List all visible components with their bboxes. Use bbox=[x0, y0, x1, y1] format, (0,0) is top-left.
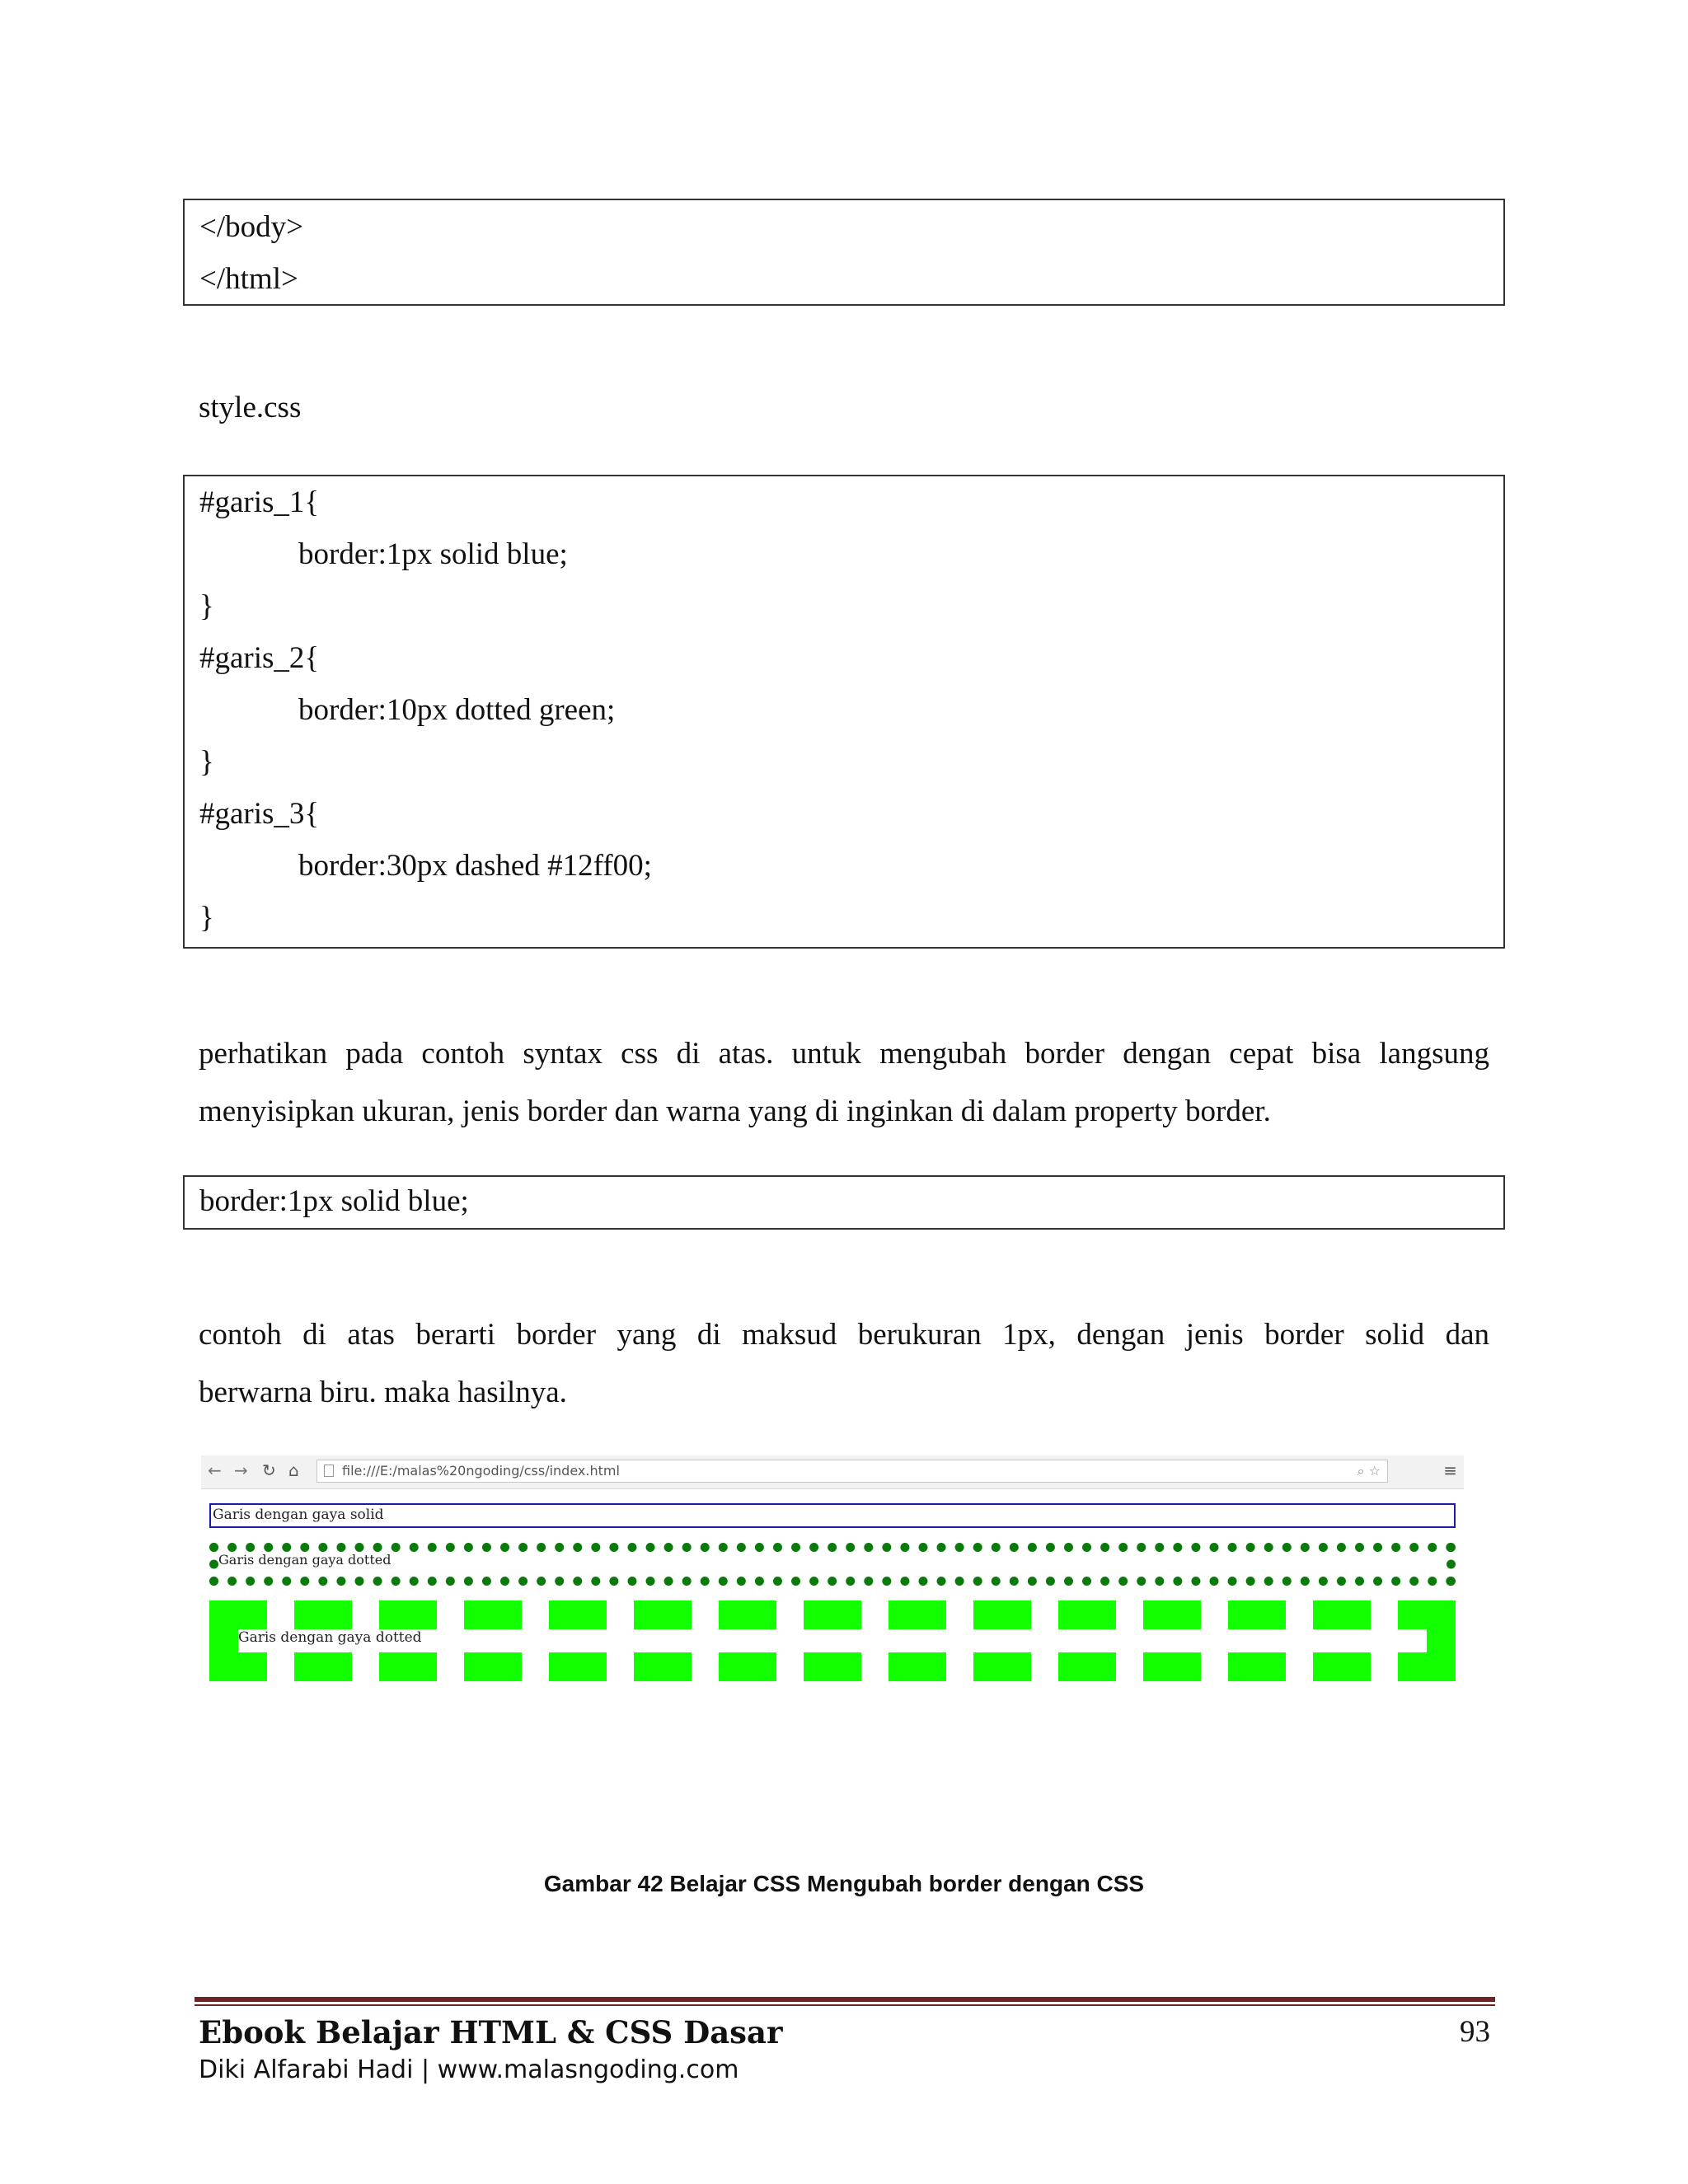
paragraph-result bbox=[199, 1306, 1489, 1422]
code-line: </html> bbox=[199, 262, 298, 296]
code-line: </body> bbox=[199, 210, 304, 244]
garis-2-text: Garis dengan gaya dotted bbox=[218, 1552, 392, 1568]
zoom-icon[interactable]: ⌕ bbox=[1357, 1463, 1365, 1479]
paragraph-line: contoh di atas berarti border yang di maksud berukuran 1px, dengan jenis border solid dan bbox=[199, 1318, 1489, 1352]
code-box-border-example bbox=[183, 1175, 1505, 1230]
paragraph-explanation bbox=[199, 1025, 1489, 1141]
bookmark-star-icon[interactable]: ☆ bbox=[1368, 1463, 1381, 1479]
address-bar-url: file:///E:/malas%20ngoding/css/index.html bbox=[342, 1463, 620, 1479]
garis-3-text: Garis dengan gaya dotted bbox=[238, 1629, 422, 1646]
paragraph-line: perhatikan pada contoh syntax css di atas. untuk mengubah border dengan cepat bisa langsung bbox=[199, 1037, 1489, 1071]
menu-icon[interactable]: ≡ bbox=[1443, 1460, 1457, 1480]
footer-rule bbox=[195, 1997, 1495, 2002]
browser-toolbar bbox=[201, 1455, 1464, 1489]
browser-screenshot bbox=[201, 1455, 1464, 1703]
garis-2-dotted-border bbox=[209, 1543, 1456, 1586]
address-bar[interactable] bbox=[316, 1460, 1388, 1483]
reload-icon[interactable]: ↻ bbox=[262, 1460, 276, 1480]
code-line: } bbox=[199, 589, 214, 623]
figure-caption: Gambar 42 Belajar CSS Mengubah border dengan CSS bbox=[543, 1871, 1145, 1896]
code-line: #garis_2{ bbox=[199, 641, 320, 675]
code-line: #garis_3{ bbox=[199, 797, 320, 831]
garis-3-dashed-border bbox=[209, 1601, 1456, 1681]
paragraph-line: berwarna biru. maka hasilnya. bbox=[199, 1376, 567, 1409]
style-css-label: style.css bbox=[199, 391, 302, 424]
footer-rule-thin bbox=[195, 2004, 1495, 2006]
garis-1-text: Garis dengan gaya solid bbox=[213, 1507, 384, 1523]
code-line: } bbox=[199, 745, 214, 779]
footer-author: Diki Alfarabi Hadi | www.malasngoding.com bbox=[199, 2055, 739, 2084]
code-line: } bbox=[199, 901, 214, 935]
home-icon[interactable]: ⌂ bbox=[288, 1460, 299, 1480]
code-box-closing-tags bbox=[183, 199, 1505, 306]
forward-icon[interactable]: → bbox=[234, 1460, 248, 1480]
code-line: border:1px solid blue; bbox=[298, 537, 568, 571]
code-line: border:30px dashed #12ff00; bbox=[298, 849, 652, 883]
page-icon bbox=[324, 1465, 334, 1477]
garis-1-solid-border bbox=[209, 1503, 1456, 1528]
back-icon[interactable]: ← bbox=[208, 1460, 222, 1480]
paragraph-line: menyisipkan ukuran, jenis border dan warna yang di inginkan di dalam property border. bbox=[199, 1094, 1271, 1128]
footer-book-title: Ebook Belajar HTML & CSS Dasar bbox=[199, 2014, 783, 2050]
code-line: #garis_1{ bbox=[199, 485, 320, 519]
page-number: 93 bbox=[1460, 2015, 1490, 2049]
code-line: border:1px solid blue; bbox=[199, 1184, 469, 1218]
code-line: border:10px dotted green; bbox=[298, 693, 616, 727]
code-box-style-css bbox=[183, 475, 1505, 949]
